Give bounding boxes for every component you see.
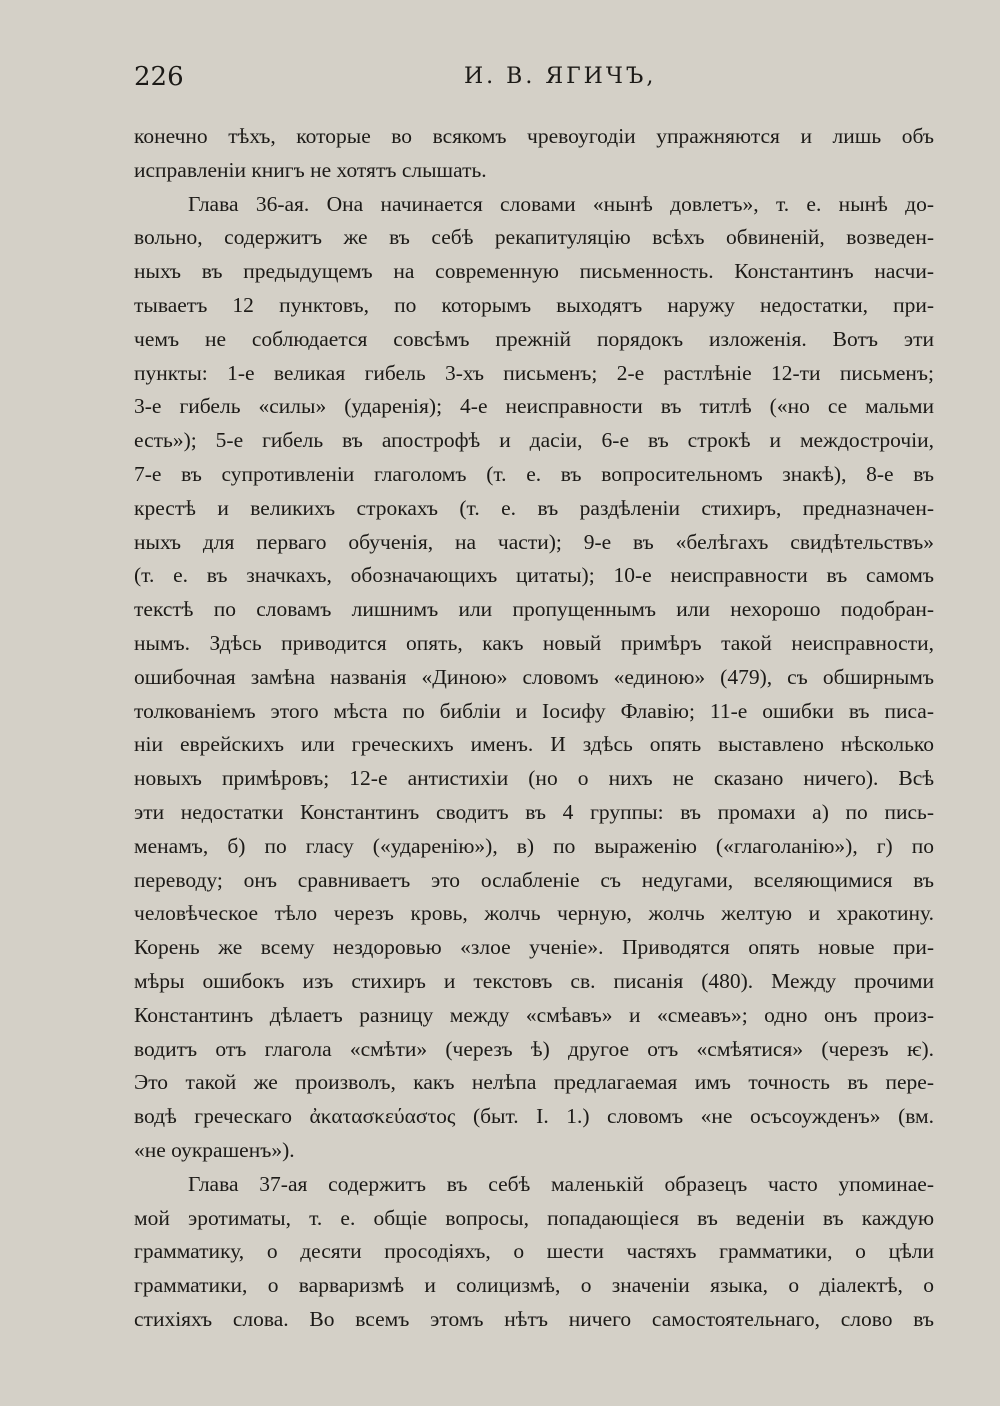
text-line: мой эротиматы, т. е. общіе вопросы, попадающіеся въ веденіи въ каждую	[134, 1205, 934, 1230]
paragraph	[134, 188, 934, 1168]
body-text	[134, 120, 934, 1337]
text-line: грамматики, о варваризмѣ и солицизмѣ, о значеніи языка, о діалектѣ, о	[134, 1273, 934, 1298]
text-line: пункты: 1-е великая гибель 3-хъ письменъ; 2-е растлѣніе 12-ти письменъ;	[134, 360, 934, 385]
text-line: крестѣ и великихъ строкахъ (т. е. въ раздѣленіи стихиръ, предназначен-	[134, 495, 934, 520]
text-line: чемъ не соблюдается совсѣмъ прежній порядокъ изложенія. Вотъ эти	[134, 326, 934, 351]
text-line: грамматику, о десяти просодіяхъ, о шести частяхъ грамматики, о цѣли	[134, 1239, 934, 1264]
text-line: 7-е въ супротивленіи глаголомъ (т. е. въ вопросительномъ знакѣ), 8-е въ	[134, 461, 934, 486]
text-line: есть»); 5-е гибель въ апострофѣ и дасіи, 6-е въ строкѣ и междострочіи,	[134, 428, 934, 453]
text-line: тываетъ 12 пунктовъ, по которымъ выходятъ наружу недостатки, при-	[134, 292, 934, 317]
text-line: толкованіемъ этого мѣста по библіи и Іосифу Флавію; 11-е ошибки въ писа-	[134, 698, 934, 723]
text-line: (т. е. въ значкахъ, обозначающихъ цитаты); 10-е неисправности въ самомъ	[134, 563, 934, 588]
paragraph	[134, 120, 934, 188]
text-line: эти недостатки Константинъ сводитъ въ 4 группы: въ промахи а) по пись-	[134, 799, 934, 824]
text-line: мѣры ошибокъ изъ стихиръ и текстовъ св. писанія (480). Между прочими	[134, 968, 934, 993]
text-line: стихіяхъ слова. Во всемъ этомъ нѣтъ ничего самостоятельнаго, слово въ	[134, 1306, 934, 1331]
text-line: Глава 37-ая содержитъ въ себѣ маленькій образецъ часто упоминае-	[188, 1171, 934, 1196]
text-line: Корень же всему нездоровью «злое ученіе». Приводятся опять новые при-	[134, 935, 934, 960]
text-line: переводу; онъ сравниваетъ это ослабленіе съ недугами, вселяющимися въ	[134, 867, 934, 892]
text-line: Константинъ дѣлаетъ разницу между «смѣавъ» и «смеавъ»; одно онъ произ-	[134, 1002, 934, 1027]
text-line: Это такой же произволъ, какъ нелѣпа предлагаемая имъ точность въ пере-	[134, 1070, 934, 1095]
page-header	[134, 62, 934, 98]
page-number: 226	[134, 62, 184, 92]
text-line: нымъ. Здѣсь приводится опять, какъ новый примѣръ такой неисправности,	[134, 630, 934, 655]
text-line: вольно, содержитъ же въ себѣ рекапитуляцію всѣхъ обвиненій, возведен-	[134, 225, 934, 250]
paragraph	[134, 1168, 934, 1337]
text-line: 3-е гибель «силы» (ударенія); 4-е неисправности въ титлѣ («но се мальми	[134, 394, 934, 419]
text-line: ніи еврейскихъ или греческихъ именъ. И здѣсь опять выставлено нѣсколько	[134, 732, 934, 757]
text-line: ныхъ въ предыдущемъ на современную письменность. Константинъ насчи-	[134, 259, 934, 284]
text-line: ошибочная замѣна названія «Диною» словомъ «единою» (479), съ обширнымъ	[134, 664, 934, 689]
text-line: человѣческое тѣло черезъ кровь, жолчь черную, жолчь желтую и хракотину.	[134, 901, 934, 926]
text-line: водитъ отъ глагола «смѣти» (черезъ ѣ) другое отъ «смѣятися» (черезъ ѥ).	[134, 1036, 934, 1061]
text-line: менамъ, б) по гласу («ударенію»), в) по выраженію («глаголанію»), г) по	[134, 833, 934, 858]
text-line: «не оукрашенъ»).	[134, 1137, 295, 1162]
text-line: текстѣ по словамъ лишнимъ или пропущеннымъ или нехорошо подобран-	[134, 597, 934, 622]
running-head: И. В. ЯГИЧЪ,	[464, 64, 657, 89]
text-line: конечно тѣхъ, которые во всякомъ чревоугодіи упражняются и лишь объ	[134, 124, 934, 148]
text-line: водѣ греческаго ἀκατασκεύαστος (быт. I. 1.) словомъ «не осъсоужденъ» (вм.	[134, 1104, 934, 1129]
text-line: новыхъ примѣровъ; 12-е антистихіи (но о нихъ не сказано ничего). Всѣ	[134, 766, 934, 791]
text-line: исправленіи книгъ не хотятъ слышать.	[134, 157, 487, 182]
text-line: ныхъ для перваго обученія, на части); 9-е въ «белѣгахъ свидѣтельствъ»	[134, 529, 934, 554]
text-line: Глава 36-ая. Она начинается словами «нынѣ довлетъ», т. е. нынѣ до-	[188, 191, 934, 216]
